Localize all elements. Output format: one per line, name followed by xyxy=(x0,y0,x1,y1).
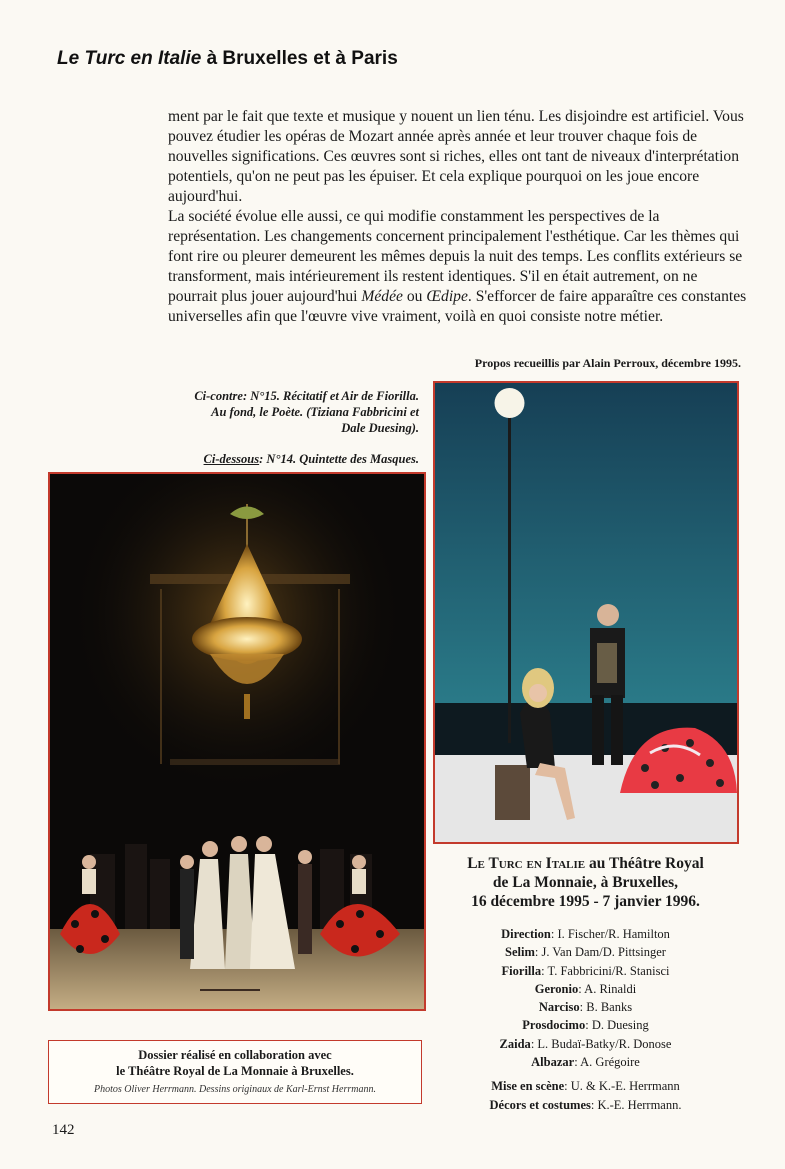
caption-right-label: Ci-contre xyxy=(194,389,243,403)
cast-separator: : xyxy=(579,1000,587,1015)
opera-title-oedipe: Œdipe xyxy=(426,288,468,305)
cast-role: Mise en scène xyxy=(491,1079,565,1094)
cast-role: Fiorilla xyxy=(501,963,542,978)
cast-row xyxy=(433,1016,738,1034)
cast-row xyxy=(433,1035,738,1053)
caption-below-label: Ci-dessous xyxy=(203,452,260,466)
paragraph-2-part-c: . S'efforcer de faire apparaître ces constantes universelles afin que l'œuvre vive vraiment, voilà en quoi consiste notre métier. xyxy=(168,288,747,325)
caption-right-text: : N°15. Récitatif et Air de Fiorilla. Au fond, le Poète. (Tiziana Fabbricini et Dale Duesing). xyxy=(211,389,419,435)
cast-person: D. Duesing xyxy=(591,1018,649,1033)
cast-row xyxy=(433,1096,738,1114)
caption-below-photo xyxy=(204,451,419,467)
dossier-line-1: Dossier réalisé en collaboration avec xyxy=(138,1048,332,1062)
cast-row xyxy=(433,943,738,961)
cast-separator: : xyxy=(578,981,585,996)
interview-credit: Propos recueillis par Alain Perroux, décembre 1995. xyxy=(474,356,741,370)
caption-right-photo xyxy=(189,388,419,436)
cast-person: T. Fabbricini/R. Stanisci xyxy=(547,963,670,978)
production-info xyxy=(433,854,738,1114)
header-title-italic: Le Turc en Italie xyxy=(57,48,202,69)
cast-role: Prosdocimo xyxy=(522,1018,586,1033)
cast-row xyxy=(433,962,738,980)
page-header xyxy=(57,48,398,70)
cast-person: A. Rinaldi xyxy=(584,981,637,996)
production-venue-prefix: au Théâtre Royal xyxy=(585,855,704,872)
cast-separator: : xyxy=(534,945,542,960)
cast-role: Geronio xyxy=(534,981,579,996)
header-title-rest: à Bruxelles et à Paris xyxy=(201,48,398,69)
cast-role: Selim xyxy=(505,945,535,960)
production-venue: de La Monnaie, à Bruxelles, xyxy=(492,874,679,891)
cast-separator: : xyxy=(541,963,548,978)
paragraph-2-part-a: La société évolue elle aussi, ce qui modifie constamment les perspectives de la représentation. Les changements concernent principalement l'esthétique. Car les thèmes qui font rire ou pleurer demeurent les mêmes depuis la nuit des temps. Les conflits extérieurs se transforment, mais intérieurement ils restent identiques. S'il en était autrement, on ne pourrait plus jouer aujourd'hui xyxy=(168,208,743,305)
photo-credits: Photos Oliver Herrmann. Dessins originaux de Karl-Ernst Herrmann. xyxy=(94,1084,376,1095)
cast-separator: : xyxy=(530,1036,538,1051)
production-dates: 16 décembre 1995 - 7 janvier 1996. xyxy=(471,893,700,910)
cast-person: K.-E. Herrmann. xyxy=(597,1097,682,1112)
page-number: 142 xyxy=(52,1122,75,1138)
cast-role: Narciso xyxy=(538,1000,580,1015)
cast-separator: : xyxy=(585,1018,592,1033)
cast-person: U. & K.-E. Herrmann xyxy=(570,1079,680,1094)
cast-separator: : xyxy=(564,1079,571,1094)
production-title xyxy=(433,854,738,911)
photo-quintette-des-masques xyxy=(48,472,426,1011)
cast-role: Décors et costumes xyxy=(489,1097,591,1112)
opera-title-medee: Médée xyxy=(361,288,403,305)
production-title-line-1 xyxy=(433,854,738,873)
article-paragraph-2 xyxy=(168,207,748,327)
cast-person: I. Fischer/R. Hamilton xyxy=(557,927,670,941)
cast-separator: : xyxy=(590,1097,598,1112)
article-paragraph-1: ment par le fait que texte et musique y nouent un lien ténu. Les disjoindre est artificiel. Vous pouvez étudier les opéras de Mozart année après année et leur trouver chaque fois de nouvelles significations. Ces œuvres sont si riches, elles ont tant de niveaux d'interprétation potentiels, qu'on ne peut pas les épuiser. Et cela explique pourquoi on les joue encore aujourd'hui. xyxy=(168,108,744,205)
cast-person: J. Van Dam/D. Pittsinger xyxy=(541,945,666,960)
cast-row xyxy=(433,925,738,943)
cast-row xyxy=(433,1053,738,1071)
paragraph-2-part-b: ou xyxy=(402,288,427,305)
photo-recitatif-fiorilla xyxy=(433,381,739,844)
cast-row xyxy=(433,1077,738,1095)
cast-person: A. Grégoire xyxy=(580,1055,640,1070)
cast-person: L. Budaï-Batky/R. Donose xyxy=(537,1036,672,1051)
cast-role: Direction xyxy=(501,927,551,941)
cast-role: Albazar xyxy=(531,1055,575,1070)
cast-role: Zaida xyxy=(499,1036,531,1051)
cast-person: B. Banks xyxy=(586,1000,633,1015)
dossier-box xyxy=(48,1040,422,1104)
cast-list xyxy=(433,925,738,1114)
article-body xyxy=(168,107,748,327)
cast-separator: : xyxy=(574,1055,581,1070)
production-opera-name: Le Turc en Italie xyxy=(467,855,586,872)
cast-row xyxy=(433,980,738,998)
cast-row xyxy=(433,998,738,1016)
cast-separator: : xyxy=(550,927,558,941)
caption-below-text: : N°14. Quintette des Masques. xyxy=(259,452,419,466)
dossier-line-2: le Théâtre Royal de La Monnaie à Bruxelles. xyxy=(116,1064,354,1078)
